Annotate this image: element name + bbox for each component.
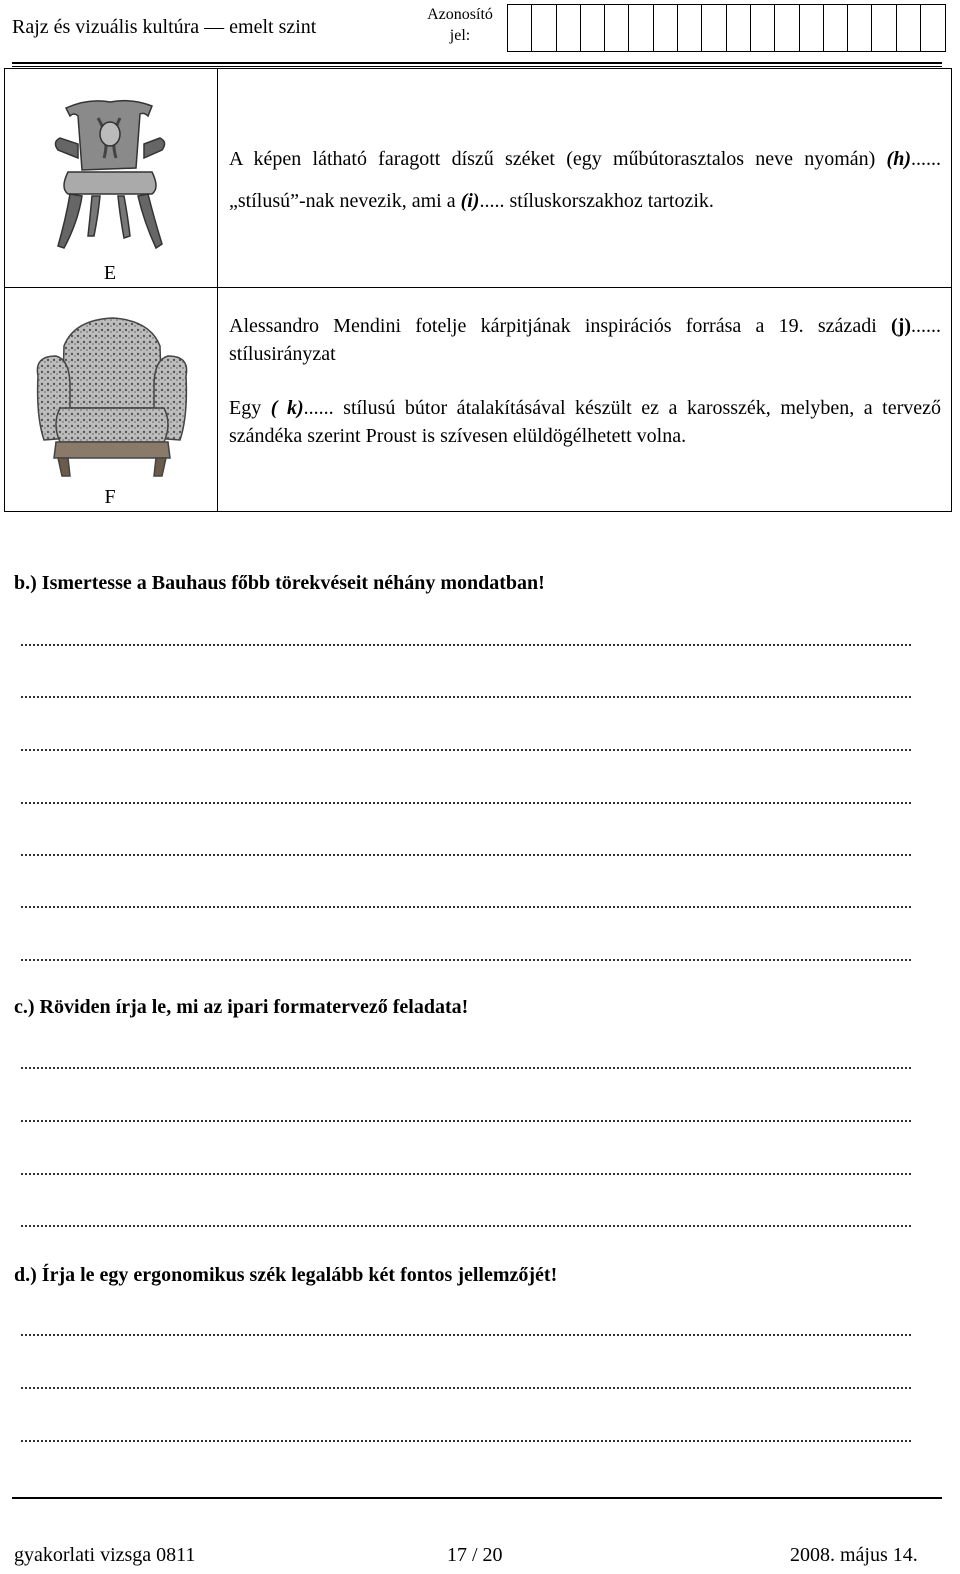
- table-column-divider: [217, 68, 218, 512]
- header-rule-thin: [12, 66, 942, 67]
- footer-date: 2008. május 14.: [790, 1544, 918, 1566]
- row-e-text-2: ...... „stílusú”-nak nevezik, ami a: [229, 148, 941, 212]
- answer-line[interactable]: [20, 1387, 912, 1389]
- answer-line[interactable]: [20, 1225, 912, 1227]
- row-e-text-3: ..... stíluskorszakhoz tartozik.: [479, 190, 714, 212]
- id-label: [418, 4, 502, 46]
- row-f-text-2: ...... stílusirányzat: [229, 315, 941, 365]
- answer-line[interactable]: [20, 1440, 912, 1442]
- answer-line[interactable]: [20, 1173, 912, 1175]
- answer-line[interactable]: [20, 854, 912, 856]
- id-box-cell[interactable]: [581, 5, 605, 51]
- answer-line[interactable]: [20, 959, 912, 961]
- row-f-paragraph-1: [229, 312, 941, 368]
- id-box-cell[interactable]: [800, 5, 824, 51]
- row-e-text: [229, 138, 941, 222]
- id-box-cell[interactable]: [654, 5, 678, 51]
- answer-line[interactable]: [20, 749, 912, 751]
- blank-j: (j): [891, 315, 911, 337]
- armchair-image: [34, 316, 190, 482]
- id-box-cell[interactable]: [508, 5, 532, 51]
- row-e-text-1: A képen látható faragott díszű széket (egy műbútorasztalos neve nyomán): [229, 148, 887, 170]
- row-f-text-4: ...... stílusú bútor átalakításával készült ez a karosszék, melyben, a tervező szándéka szerint Proust is szívesen elüldögélhetett volna.: [229, 397, 942, 447]
- id-box-cell[interactable]: [702, 5, 726, 51]
- id-box-cell[interactable]: [629, 5, 653, 51]
- image-letter-f: F: [104, 486, 116, 508]
- id-box-cell[interactable]: [872, 5, 896, 51]
- answer-line[interactable]: [20, 696, 912, 698]
- blank-h: (h): [886, 148, 911, 170]
- answer-line[interactable]: [20, 1067, 912, 1069]
- id-box-grid[interactable]: [507, 4, 946, 52]
- header-rule: [12, 62, 942, 64]
- table-row-divider: [4, 287, 952, 288]
- row-f-text-1: Alessandro Mendini fotelje kárpitjának inspirációs forrása a 19. századi: [229, 315, 892, 337]
- id-label-line1: Azonosító: [427, 6, 493, 23]
- answer-line[interactable]: [20, 1120, 912, 1122]
- blank-i: (i): [460, 190, 480, 212]
- id-box-cell[interactable]: [897, 5, 921, 51]
- footer-rule: [12, 1497, 942, 1499]
- id-box-cell[interactable]: [824, 5, 848, 51]
- id-label-line2: jel:: [449, 27, 471, 44]
- page-number: 17 / 20: [447, 1544, 503, 1566]
- id-box-cell[interactable]: [775, 5, 799, 51]
- answer-line[interactable]: [20, 644, 912, 646]
- answer-line[interactable]: [20, 802, 912, 804]
- id-box-cell[interactable]: [751, 5, 775, 51]
- id-box-cell[interactable]: [921, 5, 945, 51]
- id-box-cell[interactable]: [557, 5, 581, 51]
- question-d: d.) Írja le egy ergonomikus szék legalább két fontos jellemzőjét!: [14, 1264, 558, 1286]
- page-header-title: Rajz és vizuális kultúra — emelt szint: [12, 16, 317, 38]
- blank-k: ( k): [270, 397, 304, 419]
- id-box-cell[interactable]: [605, 5, 629, 51]
- row-f-text-3: Egy: [229, 397, 271, 419]
- answer-line[interactable]: [20, 906, 912, 908]
- carved-chair-image: [48, 98, 172, 258]
- image-letter-e: E: [103, 262, 117, 284]
- id-box-cell[interactable]: [678, 5, 702, 51]
- footer-exam-label: gyakorlati vizsga 0811: [14, 1544, 196, 1566]
- question-c: c.) Röviden írja le, mi az ipari formatervező feladata!: [14, 996, 469, 1018]
- id-box-cell[interactable]: [532, 5, 556, 51]
- id-box-cell[interactable]: [727, 5, 751, 51]
- id-box-cell[interactable]: [848, 5, 872, 51]
- row-f-paragraph-2: [229, 394, 941, 450]
- answer-line[interactable]: [20, 1334, 912, 1336]
- question-b: b.) Ismertesse a Bauhaus főbb törekvéseit néhány mondatban!: [14, 572, 545, 594]
